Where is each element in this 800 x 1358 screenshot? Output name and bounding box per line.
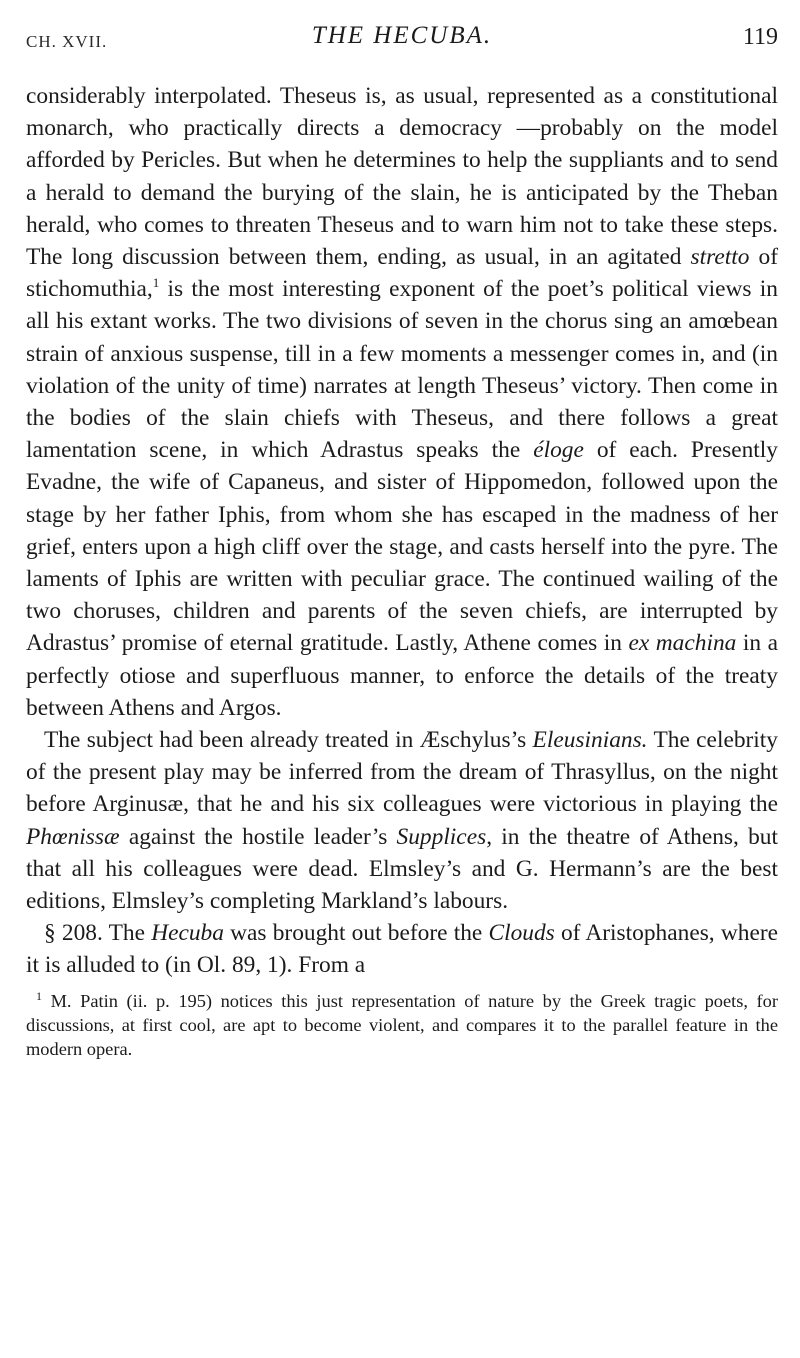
text-run: is the most interesting exponent of the poet’s political views in all his extant works. The two divisions of seven in the chorus sing an amœbean strain of anxious suspense, till in a few moments a messenger comes in, and (in violation of the unity of time) narrates at length Theseus’ victory. Then come in the bodies of the slain chiefs with Theseus, and there follows a great lamentation scene, in which Adrastus speaks the bbox=[26, 276, 778, 464]
text-run: in a perfectly otiose and superfluous manner, to enforce the details of the treaty between Athens and Argos. bbox=[26, 630, 778, 721]
footnote-marker: 1 bbox=[36, 988, 42, 1003]
text-run: against the hostile leader’s bbox=[119, 823, 397, 850]
text-run: § 208. The bbox=[44, 920, 152, 947]
footnote-text: M. Patin (ii. p. 195) notices this just representation of nature by the Greek tragic poets, for discussions, at first cool, are apt to become violent, and compares it to the parallel feature in the modern opera. bbox=[26, 990, 778, 1059]
text-run: of each. Presently Evadne, the wife of Capaneus, and sister of Hippomedon, followed upon the stage by her father Iphis, from whom she has escaped in the madness of her grief, enters upon a high cliff over the stage, and casts herself into the pyre. The laments of Iphis are written with peculiar grace. The continued wailing of the two choruses, children and parents of the seven chiefs, are interrupted by Adrastus’ promise of eternal gratitude. Lastly, Athene comes in bbox=[26, 437, 778, 657]
chapter-label: CH. XVII. bbox=[26, 32, 108, 51]
text-run: The subject had been already treated in Æschylus’s bbox=[44, 727, 533, 754]
text-run: The celebrity of the present play may be inferred from the dream of Thrasyllus, on the night before Arginusæ, that he and his six colleagues were victorious in playing the bbox=[26, 727, 778, 818]
paragraph bbox=[26, 724, 778, 917]
text-run: of stichomuthia, bbox=[26, 244, 778, 303]
text-run: was brought out before the bbox=[223, 920, 489, 947]
italic-term: Eleusinians. bbox=[532, 727, 648, 754]
italic-term: stretto bbox=[690, 244, 750, 271]
footnote-reference: 1 bbox=[152, 275, 160, 291]
text-run: of Aristophanes, where it is alluded to (in Ol. 89, 1). From a bbox=[26, 920, 778, 979]
italic-term: Supplices bbox=[396, 823, 487, 850]
footnote bbox=[26, 989, 778, 1061]
italic-term: Hecuba bbox=[151, 920, 224, 947]
text-run: , in the theatre of Athens, but that all his colleagues were dead. Elmsley’s and G. Hermann’s are the best editions, Elmsley’s completing Markland’s labours. bbox=[26, 823, 778, 915]
paragraph bbox=[26, 80, 778, 724]
text-run: considerably interpolated. Theseus is, as usual, represented as a constitutional monarch, who practically directs a democracy —probably on the model afforded by Pericles. But when he determines to help the suppliants and to send a herald to demand the burying of the slain, he is anticipated by the Theban herald, who comes to threaten Theseus and to warn him not to take these steps. The long discussion between them, ending, as usual, in an agitated bbox=[26, 83, 778, 271]
book-page bbox=[26, 22, 778, 1061]
running-title: THE HECUBA. bbox=[311, 22, 493, 49]
italic-term: éloge bbox=[533, 437, 584, 464]
italic-term: Phœnissæ bbox=[26, 823, 120, 850]
italic-term: ex machina bbox=[628, 630, 737, 657]
italic-term: Clouds bbox=[488, 920, 555, 947]
paragraph bbox=[26, 917, 778, 981]
page-number: 119 bbox=[742, 24, 778, 50]
running-head bbox=[26, 22, 778, 62]
body-text bbox=[26, 80, 778, 982]
